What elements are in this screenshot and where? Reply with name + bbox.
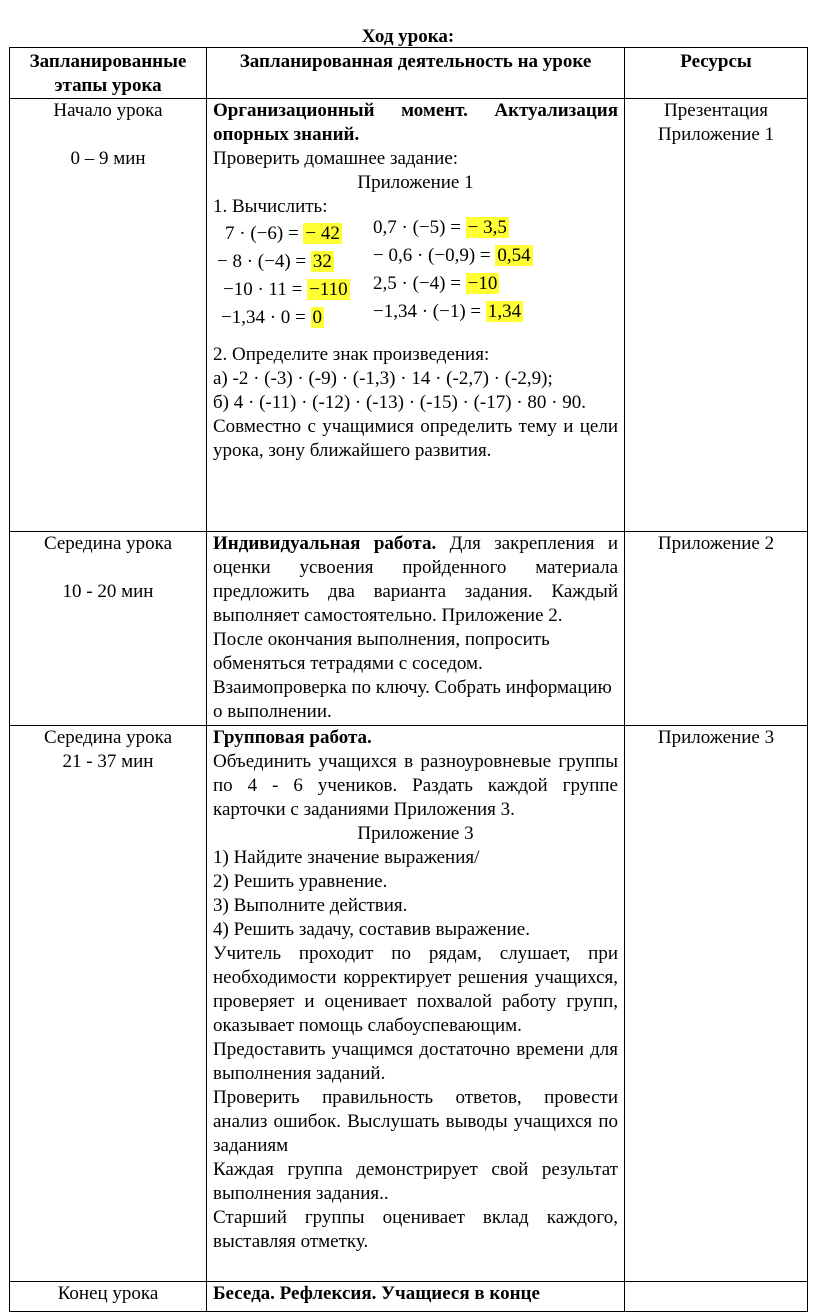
math-answer: 32 [312,251,332,272]
math-expression: − 8 · (−4) = 32 [217,251,332,272]
table-row [10,532,808,726]
stage-time: 21 - 37 мин [62,751,154,772]
math-answer: − 42 [305,223,340,244]
resource-item: Приложение 1 [657,124,775,145]
math-answer: − 3,5 [467,217,507,238]
resources-cell [625,1282,808,1312]
activity-text: Индивидуальная работа. Для закрепления и оценки усвоения пройденного материала предложить два варианта задания. Каждый выполняет самостоятельно. Приложение 2. [213,533,619,626]
header-stages: Запланированные этапы урока [10,48,207,99]
task-item: 4) Решить задачу, составив выражение. [213,919,530,940]
stage-name: Конец урока [57,1283,159,1304]
stage-time: 0 – 9 мин [70,148,146,169]
activity-text: После окончания выполнения, попросить обменяться тетрадями с соседом. [213,629,550,674]
activity-cell [207,726,625,1282]
math-answer: 0 [312,307,323,328]
activity-heading: Беседа. Рефлексия. Учащиеся в конце [213,1283,540,1304]
math-answer: −110 [309,279,348,300]
activity-heading: Групповая работа. [213,727,372,748]
resource-item: Приложение 3 [657,727,775,748]
resource-item: Приложение 2 [657,533,775,554]
page-title: Ход урока: [361,26,455,47]
stage-cell [10,726,207,1282]
task-item: б) 4 · (-11) · (-12) · (-13) · (-15) · (-17) · 80 · 90. [213,392,586,413]
task-item: 3) Выполните действия. [213,895,408,916]
math-expression: −1,34 · 0 = 0 [221,307,323,328]
resources-cell [625,532,808,726]
math-answer: 1,34 [487,301,522,322]
activity-text: Предоставить учащимся достаточно времени для выполнения заданий. [213,1039,618,1084]
appendix-label: Приложение 1 [357,172,474,193]
activity-text: Объединить учащихся в разноуровневые группы по 4 - 6 учеников. Раздать каждой группе карточки с заданиями Приложения 3. [213,751,618,820]
math-expression: −1,34 · (−1) = 1,34 [373,301,522,322]
task-item: 2) Решить уравнение. [213,871,388,892]
activity-cell [207,1282,625,1312]
math-expression: −10 · 11 = −110 [223,279,348,300]
activity-text: Взаимопроверка по ключу. Собрать информацию о выполнении. [213,677,612,722]
math-expression: 0,7 · (−5) = − 3,5 [373,217,507,238]
math-expression: 2,5 · (−4) = −10 [373,273,498,294]
activity-cell [207,99,625,532]
activity-text: Проверить правильность ответов, провести анализ ошибок. Выслушать выводы учащихся по заданиям [213,1087,618,1156]
lesson-plan-table [9,47,808,1312]
stage-name: Начало урока [53,100,163,121]
activity-heading: Организационный момент. Актуализация опорных знаний. [213,100,618,145]
resources-cell [625,99,808,532]
activity-text: Проверить домашнее задание: [213,148,459,169]
task-label: 2. Определите знак произведения: [213,344,490,365]
math-answer: 0,54 [497,245,531,266]
stage-cell [10,1282,207,1312]
activity-heading: Индивидуальная работа. [213,533,437,554]
activity-text: Каждая группа демонстрирует свой результат выполнения задания.. [213,1159,618,1204]
math-answer: −10 [467,273,498,294]
header-resources: Ресурсы [625,48,808,99]
resource-item: Презентация [663,100,769,121]
activity-text: Учитель проходит по рядам, слушает, при необходимости корректирует решения учащихся, проверяет и оценивает похвалой работу групп, оказывает помощь слабоуспевающим. [213,943,618,1036]
task-item: а) -2 · (-3) · (-9) · (-1,3) · 14 · (-2,7) · (-2,9); [213,368,553,389]
activity-text: Старший группы оценивает вклад каждого, выставляя отметку. [213,1207,618,1252]
table-row [10,1282,808,1312]
math-exercises [213,217,618,339]
stage-cell [10,532,207,726]
table-row [10,726,808,1282]
resources-cell [625,726,808,1282]
stage-time: 10 - 20 мин [62,581,154,602]
math-expression: − 0,6 · (−0,9) = 0,54 [373,245,531,266]
appendix-label: Приложение 3 [357,823,474,844]
task-label: 1. Вычислить: [213,196,328,217]
activity-text: Совместно с учащимися определить тему и цели урока, зону ближайшего развития. [213,416,618,461]
math-expression: 7 · (−6) = − 42 [225,223,340,244]
table-row [10,99,808,532]
header-activity: Запланированная деятельность на уроке [207,48,625,99]
stage-cell [10,99,207,532]
activity-cell [207,532,625,726]
table-header-row [10,48,808,99]
task-item: 1) Найдите значение выражения/ [213,847,480,868]
stage-name: Середина урока [43,727,173,748]
stage-name: Середина урока [43,533,173,554]
